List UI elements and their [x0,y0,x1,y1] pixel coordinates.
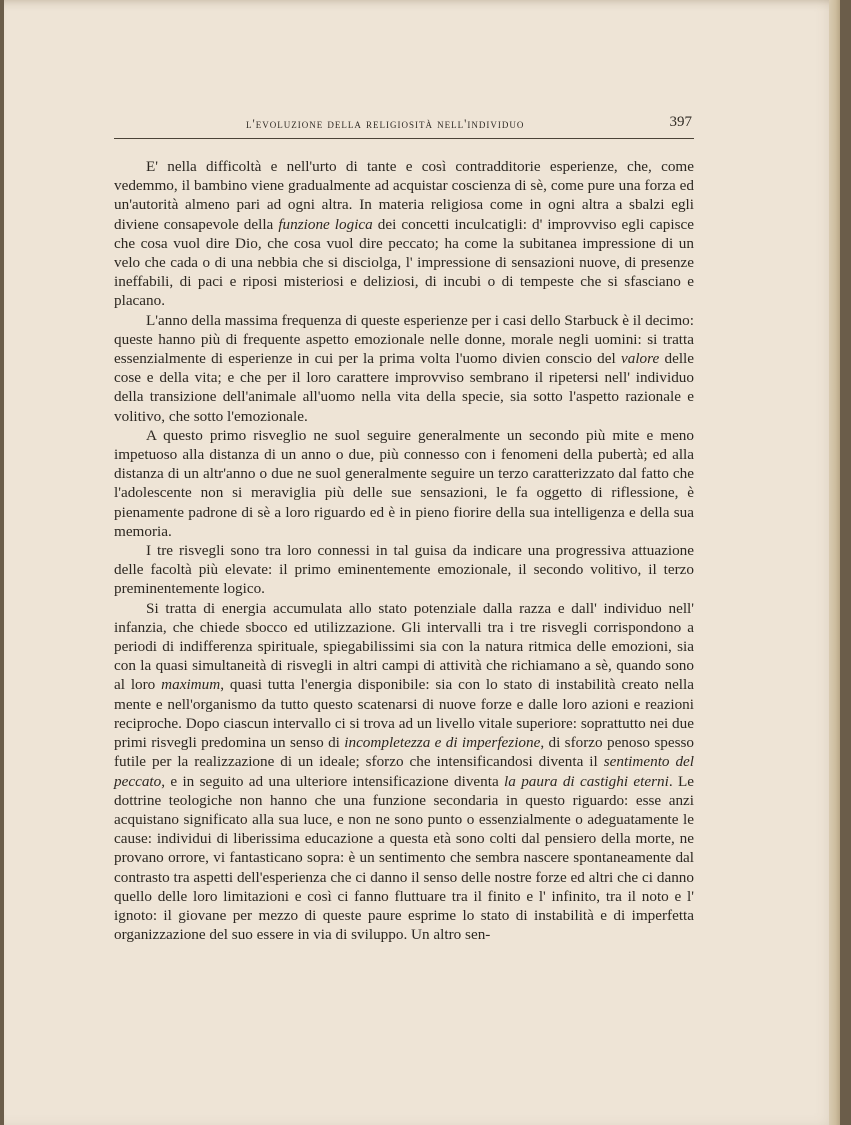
paragraph [114,157,694,311]
text-run: , e in seguito ad una ulteriore intensificazione diventa [161,772,505,790]
page-header [114,116,694,138]
text-run: , di sforzo penoso spesso futile per la realizzazione di un ideale; sforzo che intensificandosi diventa il [114,734,695,771]
italic-phrase: incompletezza e di imperfezione [344,734,541,752]
text-run: . Le dottrine teologiche non hanno che una funzione secondaria in questo riguardo: esse anzi acquistano significato alla sua luce, e non ne sono punto o essenzialmente o adeguatamente le cause: individui di liberissima educazione a questa età sono colti dal pensiero della morte, ne provano orrore, vi fantasticano sopra: è un sentimento che sembra nascere spontaneamente dal contrasto tra aspetti dell'esperienza che ci danno il senso delle nostre forze ed altri che ci danno quello delle loro limitazioni e così ci fanno fluttuare tra il finito e l' infinito, tra il noto e l' ignoto: il giovane per mezzo di queste paure esprime lo stato di instabilità e di imperfetta organizzazione del suo essere in via di sviluppo. Un altro sen- [114,772,694,944]
italic-phrase: funzione logica [278,215,373,233]
italic-phrase: valore [620,350,660,368]
page-edge [829,0,840,1125]
italic-phrase: maximum [161,676,221,694]
header-rule [114,138,694,139]
paragraph [114,311,694,426]
body-text [114,157,694,944]
text-run: Si tratta di energia accumulata allo stato potenziale dalla razza e dall' individuo nell' infanzia, che chiede sbocco ed utilizzazione. Gli intervalli tra i tre risvegli corrispondono a periodi di indifferenza spirituale, spiegabilissimi sia con la natura ritmica delle emozioni, sia con la quasi simultaneità di risvegli in altri campi di attività che richiamano a sè, quando sono al loro [114,599,694,694]
paragraph [114,541,694,599]
running-head: l'evoluzione della religiosità nell'individuo [246,117,525,131]
paragraph [114,426,694,541]
text-run: L'anno della massima frequenza di queste esperienze per i casi dello Starbuck è il decimo: queste hanno più di frequente aspetto emozionale nelle donne, morale negli uomini: si tratta essenzialmente di esperienze in cui per la prima volta l'uomo divien conscio del [114,311,694,368]
text-run: A questo primo risveglio ne suol seguire generalmente un secondo più mite e meno impetuoso alla distanza di un anno o due, più connesso con i fenomeni della pubertà; ed alla distanza di un altr'anno o due ne suol generalmente seguire un terzo caratterizzato dal fatto che l'adolescente non si meraviglia più delle sue sensazioni, le fa oggetto di riflessione, è pienamente padrone di sè a loro riguardo ed è in pieno fiorire della sua intelligenza e della sua memoria. [114,426,694,540]
book-page [4,0,840,1125]
text-run: , quasi tutta l'energia disponibile: sia con lo stato di instabilità creato nella mente e nell'organismo da tutto questo scatenarsi di nuove forze e dalle loro azioni e reazioni reciproche. Dopo ciascun intervallo ci si trova ad un livello vitale superiore: soprattutto nei due primi risvegli predomina un senso di [114,676,694,752]
text-run: delle cose e della vita; e che per il loro carattere improvviso sembrano il ripetersi nell' individuo della transizione dell'animale all'uomo nella vita della specie, sia sotto l'aspetto razionale e volitivo, che sotto l'emozionale. [114,350,694,425]
italic-phrase: sentimento del peccato [114,753,695,790]
text-run: I tre risvegli sono tra loro connessi in tal guisa da indicare una progressiva attuazione delle facoltà più elevate: il primo eminentemente emozionale, il secondo volitivo, il terzo preminentemente logico. [114,542,694,598]
text-run: dei concetti inculcatigli: d' improvviso egli capisce che cosa vuol dire Dio, che cosa vuol dire peccato; ha come la subitanea impressione di un velo che cada o di una nebbia che si disciolga, l' impressione di sensazioni nuove, di presenze ineffabili, di paci e riposi misteriosi e deliziosi, di incubi o di tempeste che si sfasciano e placano. [114,215,695,310]
page-number: 397 [669,114,692,130]
paragraph [114,599,694,945]
text-run: E' nella difficoltà e nell'urto di tante e così contradditorie esperienze, che, come vedemmo, il bambino viene gradualmente ad acquistar coscienza di sè, come pure una forza ed un'autorità almeno pari ad ogni altra. In materia religiosa come in ogni altra a sbalzi egli diviene consapevole della [114,158,694,233]
italic-phrase: la paura di castighi eterni [504,772,669,790]
